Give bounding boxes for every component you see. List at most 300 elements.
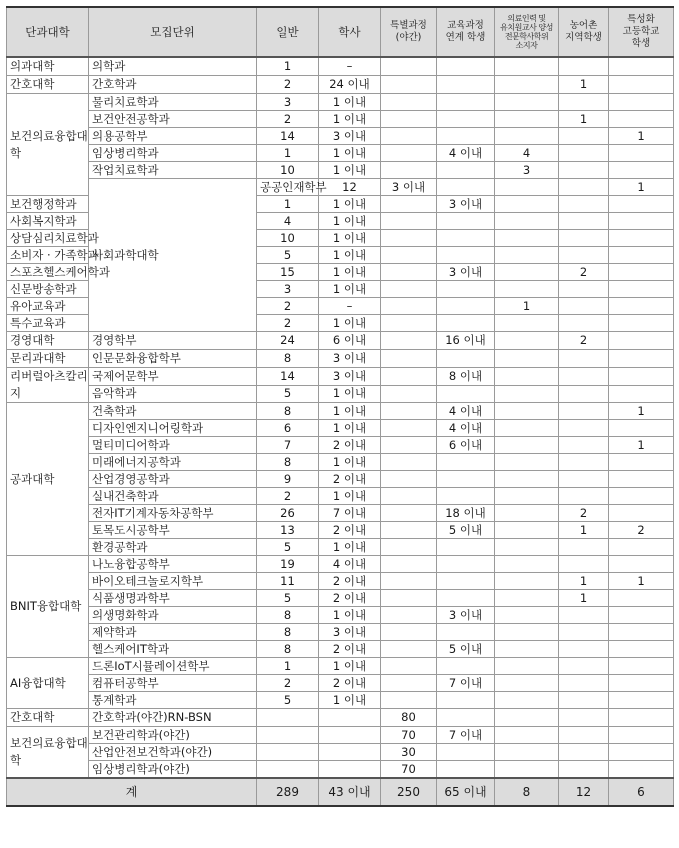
cell-link: 18 이내	[437, 505, 495, 522]
cell-bachelor	[319, 727, 381, 744]
cell-link	[437, 573, 495, 590]
cell-general: 1	[257, 145, 319, 162]
cell-general: 5	[257, 539, 319, 556]
unit-name: 의용공학부	[89, 128, 257, 145]
cell-bachelor: 6 이내	[319, 332, 381, 350]
table-row	[7, 403, 674, 420]
cell-special	[381, 298, 437, 315]
cell-bachelor: 2 이내	[319, 522, 381, 539]
cell-link	[437, 761, 495, 779]
unit-name: 의생명화학과	[89, 607, 257, 624]
college-cell: 공과대학	[7, 403, 89, 556]
cell-bachelor: 1 이내	[319, 264, 381, 281]
cell-rural	[559, 675, 609, 692]
cell-bachelor: 1 이내	[319, 315, 381, 332]
cell-link: 4 이내	[437, 420, 495, 437]
cell-bachelor: 3 이내	[319, 128, 381, 145]
cell-general: 15	[257, 264, 319, 281]
cell-special	[381, 420, 437, 437]
unit-name: 산업경영공학과	[89, 471, 257, 488]
cell-link	[437, 94, 495, 111]
cell-bachelor: 1 이내	[319, 196, 381, 213]
cell-rural: 1	[559, 573, 609, 590]
cell-general: 8	[257, 454, 319, 471]
cell-medical	[495, 641, 559, 658]
cell-vocational	[609, 641, 674, 658]
cell-general: 10	[257, 230, 319, 247]
cell-vocational	[609, 590, 674, 607]
cell-link: 3 이내	[437, 607, 495, 624]
unit-name: 작업치료학과	[89, 162, 257, 179]
table-row	[7, 709, 674, 727]
cell-rural	[559, 556, 609, 573]
cell-special	[381, 607, 437, 624]
cell-link: 16 이내	[437, 332, 495, 350]
header-unit: 모집단위	[89, 7, 257, 57]
total-label: 계	[7, 778, 257, 806]
cell-special	[437, 179, 495, 196]
table-row	[7, 437, 674, 454]
cell-medical	[495, 744, 559, 761]
header-special-night	[381, 7, 437, 57]
cell-vocational	[609, 727, 674, 744]
cell-vocational	[609, 57, 674, 76]
table-row	[7, 332, 674, 350]
cell-general: 2	[257, 488, 319, 505]
cell-special	[381, 128, 437, 145]
unit-name: 소비자 · 가족학과	[7, 247, 89, 264]
table-row	[7, 675, 674, 692]
unit-name: 상담심리치료학과	[7, 230, 89, 247]
cell-medical	[495, 230, 559, 247]
cell-bachelor: 2 이내	[319, 573, 381, 590]
table-row	[7, 57, 674, 76]
cell-bachelor: 1 이내	[319, 454, 381, 471]
cell-rural	[559, 128, 609, 145]
cell-bachelor: 1 이내	[319, 403, 381, 420]
cell-vocational	[609, 94, 674, 111]
cell-special	[381, 145, 437, 162]
cell-general: 14	[257, 128, 319, 145]
cell-special	[381, 471, 437, 488]
cell-medical	[495, 213, 559, 230]
cell-vocational	[609, 230, 674, 247]
cell-medical	[495, 488, 559, 505]
cell-medical	[495, 709, 559, 727]
cell-general: 7	[257, 437, 319, 454]
cell-general	[257, 744, 319, 761]
cell-rural	[559, 403, 609, 420]
header-vocational	[609, 7, 674, 57]
table-row	[7, 471, 674, 488]
unit-name: 유아교육과	[7, 298, 89, 315]
cell-special	[381, 437, 437, 454]
cell-bachelor: 1 이내	[319, 111, 381, 128]
cell-bachelor: 2 이내	[319, 675, 381, 692]
cell-general: 5	[257, 385, 319, 403]
table-row	[7, 692, 674, 709]
cell-rural	[559, 727, 609, 744]
cell-link: 8 이내	[437, 368, 495, 386]
header-rural-text: 농어촌 지역학생	[565, 20, 602, 43]
cell-special	[381, 488, 437, 505]
cell-medical	[495, 658, 559, 675]
college-cell: 간호대학	[7, 76, 89, 94]
cell-link	[437, 247, 495, 264]
cell-special	[381, 247, 437, 264]
cell-rural: 1	[559, 522, 609, 539]
cell-vocational	[609, 556, 674, 573]
unit-name: 헬스케어IT학과	[89, 641, 257, 658]
cell-general: 3	[257, 94, 319, 111]
cell-medical	[495, 607, 559, 624]
cell-link	[437, 111, 495, 128]
cell-general: 11	[257, 573, 319, 590]
table-row	[7, 368, 674, 386]
total-medical: 8	[495, 778, 559, 806]
unit-name: 스포츠헬스케어학과	[7, 264, 89, 281]
unit-name: 바이오테크놀로지학부	[89, 573, 257, 590]
cell-medical	[495, 403, 559, 420]
cell-medical	[495, 111, 559, 128]
cell-link	[437, 539, 495, 556]
cell-link: 6 이내	[437, 437, 495, 454]
cell-link	[437, 76, 495, 94]
cell-vocational	[609, 162, 674, 179]
cell-general: 3	[257, 281, 319, 298]
cell-link: 5 이내	[437, 522, 495, 539]
cell-vocational	[609, 196, 674, 213]
cell-bachelor: 1 이내	[319, 213, 381, 230]
cell-rural: 1	[559, 76, 609, 94]
cell-medical	[495, 368, 559, 386]
cell-rural	[559, 368, 609, 386]
cell-vocational	[609, 315, 674, 332]
cell-vocational	[609, 76, 674, 94]
cell-link	[437, 57, 495, 76]
cell-rural	[559, 420, 609, 437]
cell-bachelor: 1 이내	[319, 230, 381, 247]
cell-link	[437, 658, 495, 675]
cell-medical	[495, 94, 559, 111]
cell-bachelor: 1 이내	[319, 539, 381, 556]
cell-medical: 4	[495, 145, 559, 162]
unit-name: 디자인엔지니어링학과	[89, 420, 257, 437]
table-row	[7, 539, 674, 556]
cell-vocational	[609, 675, 674, 692]
cell-vocational	[609, 420, 674, 437]
cell-general: 8	[257, 641, 319, 658]
cell-bachelor: 2 이내	[319, 437, 381, 454]
college-cell: 간호대학	[7, 709, 89, 727]
cell-medical	[495, 692, 559, 709]
cell-bachelor: 1 이내	[319, 420, 381, 437]
cell-rural	[559, 196, 609, 213]
cell-link	[437, 162, 495, 179]
cell-medical	[559, 179, 609, 196]
cell-medical	[495, 539, 559, 556]
cell-general: 8	[257, 350, 319, 368]
cell-special: 80	[381, 709, 437, 727]
cell-rural	[559, 658, 609, 675]
cell-general: 2	[257, 315, 319, 332]
cell-vocational	[609, 264, 674, 281]
cell-special	[381, 692, 437, 709]
unit-name: 경영학부	[89, 332, 257, 350]
cell-bachelor: 1 이내	[319, 692, 381, 709]
cell-rural	[559, 709, 609, 727]
unit-name: 드론IoT시뮬레이션학부	[89, 658, 257, 675]
cell-vocational	[609, 744, 674, 761]
cell-special	[381, 350, 437, 368]
cell-bachelor: 4 이내	[319, 556, 381, 573]
cell-vocational	[609, 281, 674, 298]
cell-general: 1	[257, 57, 319, 76]
cell-general: 2	[257, 675, 319, 692]
cell-bachelor: 3 이내	[319, 368, 381, 386]
cell-link	[437, 709, 495, 727]
table-row	[7, 641, 674, 658]
cell-bachelor: 3 이내	[319, 350, 381, 368]
cell-link: 4 이내	[437, 403, 495, 420]
cell-medical	[495, 675, 559, 692]
header-bachelor: 학사	[319, 7, 381, 57]
total-link: 65 이내	[437, 778, 495, 806]
college-cell: 문리과대학	[7, 350, 89, 368]
cell-general: 13	[257, 522, 319, 539]
table-row	[7, 76, 674, 94]
cell-medical	[495, 196, 559, 213]
cell-bachelor: 3 이내	[381, 179, 437, 196]
cell-vocational	[609, 145, 674, 162]
cell-vocational	[609, 213, 674, 230]
table-row	[7, 590, 674, 607]
cell-special	[381, 162, 437, 179]
cell-general	[257, 761, 319, 779]
cell-rural	[559, 145, 609, 162]
cell-bachelor: –	[319, 298, 381, 315]
unit-name: 신문방송학과	[7, 281, 89, 298]
header-medical-graduate-text: 의료인력 및 유치원교사 양성 전문학사학위 소지자	[500, 14, 553, 50]
cell-special	[381, 281, 437, 298]
cell-special	[381, 454, 437, 471]
cell-medical	[495, 420, 559, 437]
cell-bachelor: 1 이내	[319, 607, 381, 624]
total-row	[7, 778, 674, 806]
cell-link	[437, 454, 495, 471]
cell-general: 5	[257, 247, 319, 264]
cell-medical	[495, 264, 559, 281]
unit-name: 통계학과	[89, 692, 257, 709]
cell-general: 5	[257, 590, 319, 607]
table-row	[7, 350, 674, 368]
cell-vocational: 2	[609, 522, 674, 539]
unit-name: 국제어문학부	[89, 368, 257, 386]
cell-vocational	[609, 111, 674, 128]
unit-name: 음악학과	[89, 385, 257, 403]
table-row	[7, 744, 674, 761]
unit-name: 식품생명과학부	[89, 590, 257, 607]
cell-vocational	[609, 658, 674, 675]
header-medical-graduate	[495, 7, 559, 57]
cell-rural	[559, 454, 609, 471]
header-vocational-text: 특성화 고등학교 학생	[622, 14, 660, 49]
college-cell: 사회과학대학	[89, 179, 257, 332]
total-special: 250	[381, 778, 437, 806]
table-row	[7, 111, 674, 128]
unit-name: 전자IT기계자동차공학부	[89, 505, 257, 522]
cell-medical: 3	[495, 162, 559, 179]
college-cell: 보건의료융합대학	[7, 727, 89, 779]
cell-general: 9	[257, 471, 319, 488]
cell-vocational	[609, 761, 674, 779]
cell-special: 70	[381, 727, 437, 744]
total-general: 289	[257, 778, 319, 806]
cell-medical	[495, 437, 559, 454]
cell-link	[495, 179, 559, 196]
cell-rural	[559, 539, 609, 556]
cell-general: 10	[257, 162, 319, 179]
cell-general: 8	[257, 607, 319, 624]
unit-name: 나노융합공학부	[89, 556, 257, 573]
cell-rural	[559, 744, 609, 761]
cell-special	[381, 385, 437, 403]
cell-link	[437, 692, 495, 709]
cell-rural	[559, 94, 609, 111]
header-special-night-text: 특별과정 (야간)	[390, 20, 427, 43]
cell-link	[437, 230, 495, 247]
cell-general: 6	[257, 420, 319, 437]
cell-bachelor: 24 이내	[319, 76, 381, 94]
header-curriculum-link	[437, 7, 495, 57]
cell-link	[437, 556, 495, 573]
unit-name: 실내건축학과	[89, 488, 257, 505]
cell-rural	[559, 607, 609, 624]
cell-rural	[559, 624, 609, 641]
cell-medical	[495, 281, 559, 298]
cell-link	[437, 213, 495, 230]
cell-general	[257, 727, 319, 744]
college-cell: 경영대학	[7, 332, 89, 350]
cell-vocational	[609, 298, 674, 315]
cell-vocational: 1	[609, 573, 674, 590]
table-row	[7, 128, 674, 145]
table-row	[7, 420, 674, 437]
unit-name: 임상병리학과(야간)	[89, 761, 257, 779]
cell-medical	[495, 573, 559, 590]
cell-link	[437, 744, 495, 761]
cell-vocational: 1	[609, 128, 674, 145]
cell-bachelor: 1 이내	[319, 385, 381, 403]
cell-special: 30	[381, 744, 437, 761]
cell-rural	[559, 162, 609, 179]
cell-general: 1	[257, 196, 319, 213]
cell-link	[437, 298, 495, 315]
cell-vocational	[609, 350, 674, 368]
cell-medical	[495, 350, 559, 368]
college-cell: BNIT융합대학	[7, 556, 89, 658]
cell-bachelor: 2 이내	[319, 471, 381, 488]
cell-vocational	[609, 332, 674, 350]
cell-link	[437, 128, 495, 145]
table-row	[7, 556, 674, 573]
cell-special	[381, 94, 437, 111]
cell-medical	[495, 590, 559, 607]
cell-bachelor: 1 이내	[319, 247, 381, 264]
cell-vocational	[609, 488, 674, 505]
table-row	[7, 505, 674, 522]
cell-special	[381, 315, 437, 332]
cell-bachelor: 1 이내	[319, 94, 381, 111]
cell-link	[437, 350, 495, 368]
cell-special	[381, 196, 437, 213]
cell-special	[381, 332, 437, 350]
cell-rural: 2	[559, 264, 609, 281]
cell-rural	[559, 385, 609, 403]
cell-general	[257, 709, 319, 727]
table-row	[7, 162, 674, 179]
cell-link	[437, 385, 495, 403]
cell-vocational	[609, 454, 674, 471]
cell-special	[381, 522, 437, 539]
cell-vocational	[609, 368, 674, 386]
unit-name: 보건안전공학과	[89, 111, 257, 128]
table-row	[7, 385, 674, 403]
cell-general: 8	[257, 624, 319, 641]
unit-name: 특수교육과	[7, 315, 89, 332]
cell-link	[437, 590, 495, 607]
cell-rural	[559, 488, 609, 505]
unit-name: 인문문화융합학부	[89, 350, 257, 368]
cell-rural: 2	[559, 505, 609, 522]
cell-special	[381, 641, 437, 658]
cell-vocational	[609, 709, 674, 727]
cell-link	[437, 488, 495, 505]
cell-rural	[559, 213, 609, 230]
cell-rural	[559, 471, 609, 488]
cell-vocational: 1	[609, 403, 674, 420]
cell-rural	[559, 641, 609, 658]
cell-general: 2	[257, 111, 319, 128]
cell-special	[381, 556, 437, 573]
unit-name: 보건관리학과(야간)	[89, 727, 257, 744]
table-row	[7, 179, 674, 196]
table-row	[7, 145, 674, 162]
college-cell: 의과대학	[7, 57, 89, 76]
cell-bachelor: 1 이내	[319, 162, 381, 179]
table-row	[7, 264, 674, 281]
cell-link: 5 이내	[437, 641, 495, 658]
cell-special	[381, 658, 437, 675]
cell-rural	[559, 247, 609, 264]
cell-vocational	[609, 247, 674, 264]
college-cell: 보건의료융합대학	[7, 94, 89, 196]
cell-rural	[559, 315, 609, 332]
cell-rural	[559, 437, 609, 454]
unit-name: 컴퓨터공학부	[89, 675, 257, 692]
cell-special	[381, 264, 437, 281]
table-row	[7, 488, 674, 505]
total-bachelor: 43 이내	[319, 778, 381, 806]
cell-bachelor: 1 이내	[319, 281, 381, 298]
cell-bachelor: 3 이내	[319, 624, 381, 641]
cell-special	[381, 573, 437, 590]
cell-link	[437, 471, 495, 488]
unit-name: 보건행정학과	[7, 196, 89, 213]
cell-special	[381, 403, 437, 420]
cell-link	[437, 624, 495, 641]
cell-link: 3 이내	[437, 264, 495, 281]
